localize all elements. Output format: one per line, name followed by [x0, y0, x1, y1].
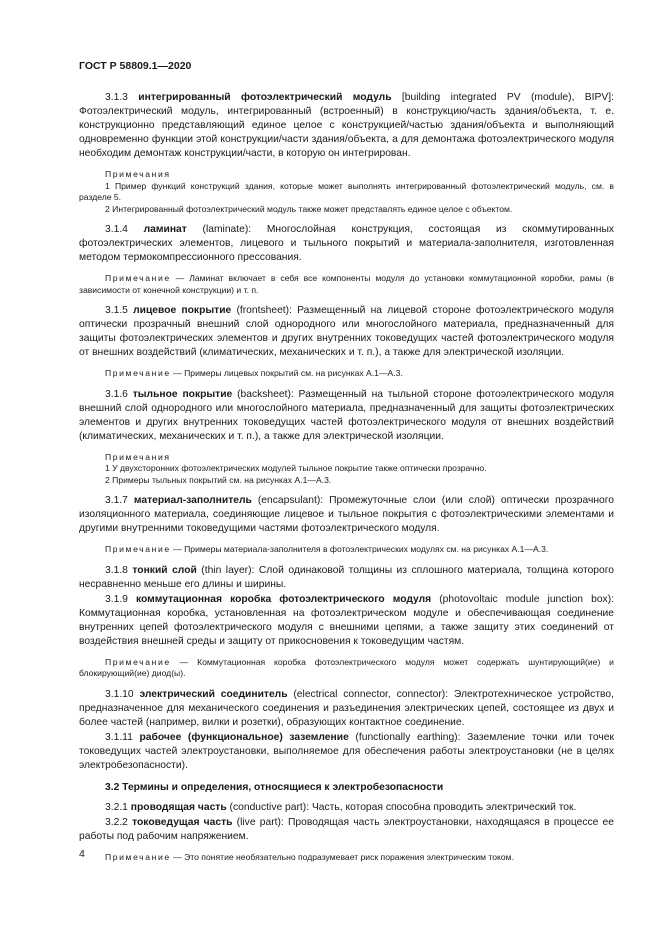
note: [79, 368, 614, 380]
term-title: интегрированный фотоэлектрический модуль: [138, 92, 392, 103]
notes-title: Примечания: [105, 451, 171, 462]
clause-number: 3.2.1: [105, 801, 131, 813]
note-item: 2 Интегрированный фотоэлектрический модуль также может представлять единое целое с объектом.: [105, 203, 513, 214]
note-label: Примечание: [105, 368, 171, 378]
term-3-1-9: [79, 593, 614, 649]
term-3-1-11: [79, 731, 614, 773]
note-text: — Примеры материала-заполнителя в фотоэлектрических модулях см. на рисунках А.1—А.3.: [170, 544, 549, 554]
document-body: [79, 91, 614, 863]
note: [79, 544, 614, 556]
note-text: — Примеры лицевых покрытий см. на рисунках А.1—А.3.: [170, 368, 403, 378]
term-definition: (photovoltaic module junction box): Коммутационная коробка, установленная на фотоэлектрическом модуле и обеспечивающая соединение внутренних цепей фотоэлектрического модуля с внешними цепями, а также защиту этих соединений от воздействия внешней среды и защиту от прикосновения к токоведущим частям.: [79, 593, 614, 647]
page-number: 4: [79, 848, 85, 860]
clause-number: 3.1.6: [105, 388, 133, 400]
term-3-2-1: [79, 801, 614, 815]
clause-number: 3.1.8: [105, 564, 133, 576]
term-definition: (encapsulant): Промежуточные слои (или слой) оптически прозрачного изоляционного материала, соединяющие лицевое и тыльное покрытия с фотоэлектрическими элементами и другими внутренними токоведущими частями фотоэлектрического модуля.: [79, 495, 614, 534]
note-label: Примечание: [105, 544, 171, 554]
term-title: лицевое покрытие: [133, 305, 232, 316]
term-definition: (conductive part): Часть, которая способна проводить электрический ток.: [226, 801, 577, 813]
note-item: 2 Примеры тыльных покрытий см. на рисунках А.1—А.3.: [105, 474, 332, 485]
term-3-1-4: [79, 223, 614, 265]
term-title: тонкий слой: [132, 564, 197, 576]
document-header: ГОСТ Р 58809.1—2020: [79, 60, 192, 72]
term-definition: (electrical connector, connector): Электротехническое устройство, предназначенное для механического соединения и разъединения электрических цепей, состоящее из двух и более частей (например, вилки и розетки), образующих контактное соединение.: [79, 688, 614, 728]
clause-number: 3.1.9: [105, 593, 136, 605]
term-title: тыльное покрытие: [132, 388, 233, 400]
term-definition: (functionally earthing): Заземление точки или точек токоведущих частей электроустановки, выполняемое для обеспечения работы электроустановки (не в целях электробезопасности).: [79, 731, 614, 771]
term-3-2-2: [79, 816, 614, 844]
note: [79, 852, 614, 864]
note: [79, 273, 614, 296]
term-title: ламинат: [143, 224, 187, 235]
term-3-1-6: [79, 388, 614, 444]
term-3-1-10: [79, 688, 614, 730]
clause-number: 3.1.3: [105, 92, 139, 103]
clause-number: 3.2.2: [105, 816, 133, 828]
clause-number: 3.1.11: [105, 731, 140, 743]
term-3-1-7: [79, 494, 614, 536]
term-title: электрический соединитель: [139, 688, 288, 700]
term-definition: [building integrated PV (module), BIPV]: Фотоэлектрический модуль, интегрированный (встроенный) в конструкцию/часть здания/объекта, т. е. конструкционно представляющий единое целое с конструкцией/частью здания/объекта и выполняющий одновременно функции этой конструкции/части здания/объекта, а для демонтажа фотоэлектрического модуля необходим демонтаж конструкции/части, в которую он интегрирован.: [79, 92, 614, 159]
term-3-1-5: [79, 304, 614, 360]
note-item: 1 Пример функций конструкций здания, которые может выполнять интегрированный фотоэлектрический модуль, см. в разделе 5.: [79, 180, 614, 202]
term-definition: (frontsheet): Размещенный на лицевой стороне фотоэлектрического модуля оптически прозрачный внешний слой однородного или многослойного материала, предназначенный для защиты фотоэлектрических элементов и других внутренних токоведущих частей фотоэлектрического модуля от внешних воздействий (климатических, механических и т. п.), а также для электрической изоляции.: [79, 305, 614, 358]
note-item: 1 У двухсторонних фотоэлектрических модулей тыльное покрытие также оптически прозрачно.: [105, 463, 487, 473]
notes-title: Примечания: [105, 169, 171, 179]
term-title: материал-заполнитель: [133, 495, 252, 506]
note-label: Примечание: [105, 851, 171, 862]
term-title: проводящая часть: [130, 801, 227, 813]
clause-number: 3.1.10: [105, 688, 140, 700]
note-text: — Коммутационная коробка фотоэлектрического модуля может содержать шунтирующий(ие) и блокирующий(ие) диод(ы).: [79, 656, 614, 678]
term-title: рабочее (функциональное) заземление: [139, 731, 349, 743]
clause-number: 3.1.5: [105, 305, 134, 316]
term-definition: (laminate): Многослойная конструкция, состоящая из скоммутированных фотоэлектрических элементов, лицевого и тыльного покрытий и материала-заполнителя, изготовленная методом термокомпрессионного прессования.: [79, 224, 615, 263]
note-label: Примечание: [105, 656, 171, 667]
term-definition: (backsheet): Размещенный на тыльной стороне фотоэлектрического модуля внешний слой однородного или многослойного материала, предназначенный для защиты фотоэлектрических элементов и других внутренних токоведущих частей фотоэлектрического модуля от внешних воздействий (климатических, механических и т. п.), а также для электрической изоляции.: [79, 388, 615, 442]
term-title: токоведущая часть: [132, 816, 233, 828]
clause-number: 3.1.4: [105, 224, 144, 235]
term-definition: (live part): Проводящая часть электроустановки, находящаяся в процессе ее работы под рабочим напряжением.: [79, 816, 615, 842]
term-3-1-8: [79, 564, 614, 592]
note: [79, 657, 614, 680]
section-heading-3-2: 3.2 Термины и определения, относящиеся к электробезопасности: [105, 781, 444, 793]
note-text: — Ламинат включает в себя все компоненты модуля до установки коммутационной коробки, рамы (в зависимости от конечной конструкции) и т. п.: [79, 273, 614, 295]
term-title: коммутационная коробка фотоэлектрического модуля: [135, 593, 432, 605]
term-definition: (thin layer): Слой одинаковой толщины из сплошного материала, толщина которого несравненно меньше его длины и ширины.: [79, 564, 615, 590]
note-text: — Это понятие необязательно подразумевает риск поражения электрическим током.: [170, 851, 514, 862]
term-3-1-3: [79, 91, 614, 161]
clause-number: 3.1.7: [105, 495, 134, 506]
note-label: Примечание: [105, 273, 171, 283]
